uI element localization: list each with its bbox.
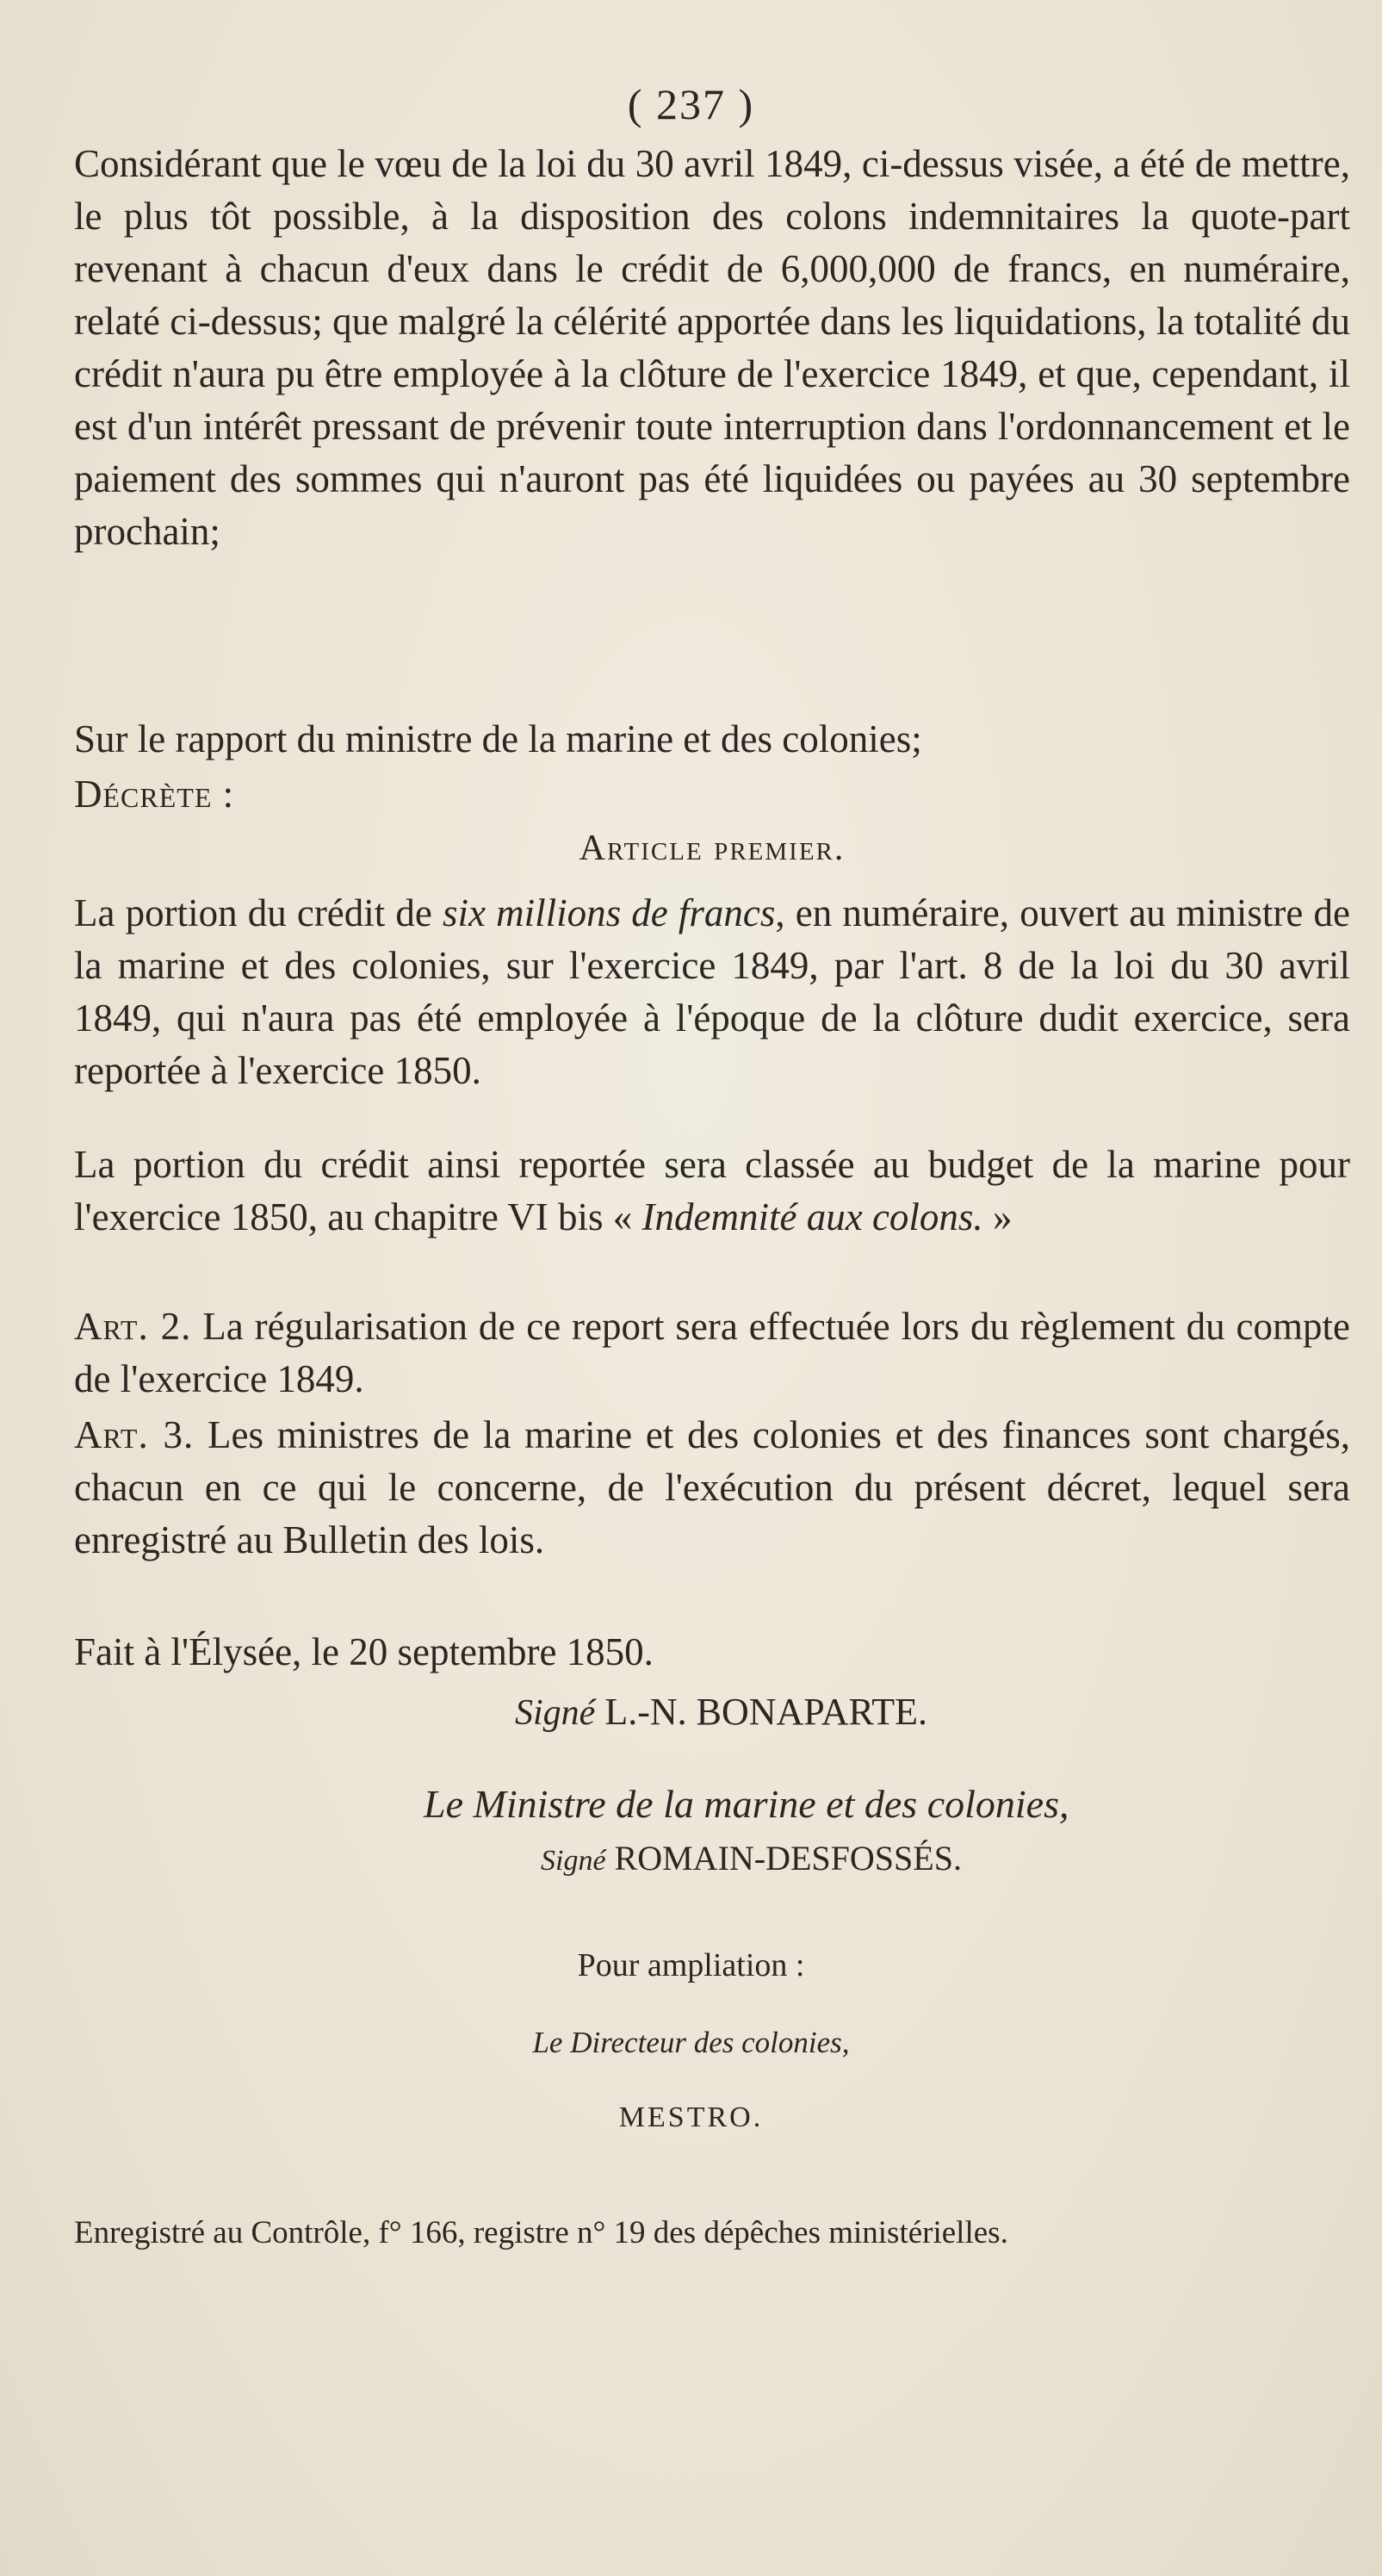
signature-romain-desfosses (541, 1838, 962, 1878)
article-3-text: Les ministres de la marine et des colonies et des finances sont chargés, chacun en ce qui le concerne, de l'exécution du présent décret, lequel sera enregistré au Bulletin des lois. (74, 1413, 1351, 1561)
article-2-paragraph (74, 1300, 1350, 1406)
ampliation-line: Pour ampliation : (577, 1947, 805, 1983)
signature-name: L.-N. BONAPARTE. (595, 1691, 927, 1733)
signe-label: Signé (515, 1693, 596, 1733)
article-1-emphasis: six millions de francs (443, 891, 776, 934)
article-1-paragraph (74, 887, 1350, 1097)
signature-bonaparte (515, 1690, 927, 1734)
page-number: ( 237 ) (627, 80, 755, 128)
decrete-heading: Décrète : (74, 773, 235, 816)
signature-name-2: ROMAIN-DESFOSSÉS. (605, 1839, 962, 1878)
article-3-label: Art. 3. (74, 1413, 195, 1456)
enregistrement-note: Enregistré au Contrôle, f° 166, registre n° 19 des dépêches ministérielles. (74, 2215, 1008, 2250)
mestro-signature: MESTRO. (618, 2101, 764, 2133)
article-3-paragraph (74, 1409, 1350, 1567)
article-1-second-paragraph (74, 1139, 1350, 1244)
article-1-text-a: La portion du crédit de (74, 891, 443, 934)
considerant-paragraph: Considérant que le vœu de la loi du 30 avril 1849, ci-dessus visée, a été de mettre, le plus tôt possible, à la disposition des colons indemnitaires la quote-part revenant à chacun d'eux dans le crédit de 6,000,000 de francs, en numéraire, relaté ci-dessus; que malgré la célérité apportée dans les liquidations, la totalité du crédit n'aura pu être employée à la clôture de l'exercice 1849, et que, cependant, il est d'un intérêt pressant de prévenir toute interruption dans l'ordonnancement et le paiement des sommes qui n'auront pas été liquidées ou payées au 30 septembre prochain; (74, 142, 1350, 553)
minister-title: Le Ministre de la marine et des colonies, (424, 1782, 1069, 1826)
article-1-second-end: » (982, 1195, 1013, 1238)
article-1-second-emphasis: Indemnité aux colons. (641, 1195, 983, 1238)
fait-line: Fait à l'Élysée, le 20 septembre 1850. (74, 1630, 654, 1673)
signe-label-2: Signé (541, 1845, 606, 1877)
rapport-paragraph: Sur le rapport du ministre de la marine et des colonies; (74, 717, 922, 760)
directeur-line: Le Directeur des colonies, (532, 2026, 850, 2059)
article-1-second-text: La portion du crédit ainsi reportée sera classée au budget de la marine pour l'exercice 1850, au chapitre VI bis « (74, 1143, 1350, 1238)
article-2-text: La régularisation de ce report sera effectuée lors du règlement du compte de l'exercice 1849. (74, 1305, 1351, 1400)
article-premier-heading: Article premier. (579, 829, 846, 868)
article-2-label: Art. 2. (74, 1305, 192, 1348)
article-1-text-b: , en numéraire, ouvert au ministre de la marine et des colonies, sur l'exercice 1849, par l'art. 8 de la loi du 30 avril 1849, qui n'aura pas été employée à l'époque de la clôture dudit exercice, sera reportée à l'exercice 1850. (74, 891, 1350, 1092)
